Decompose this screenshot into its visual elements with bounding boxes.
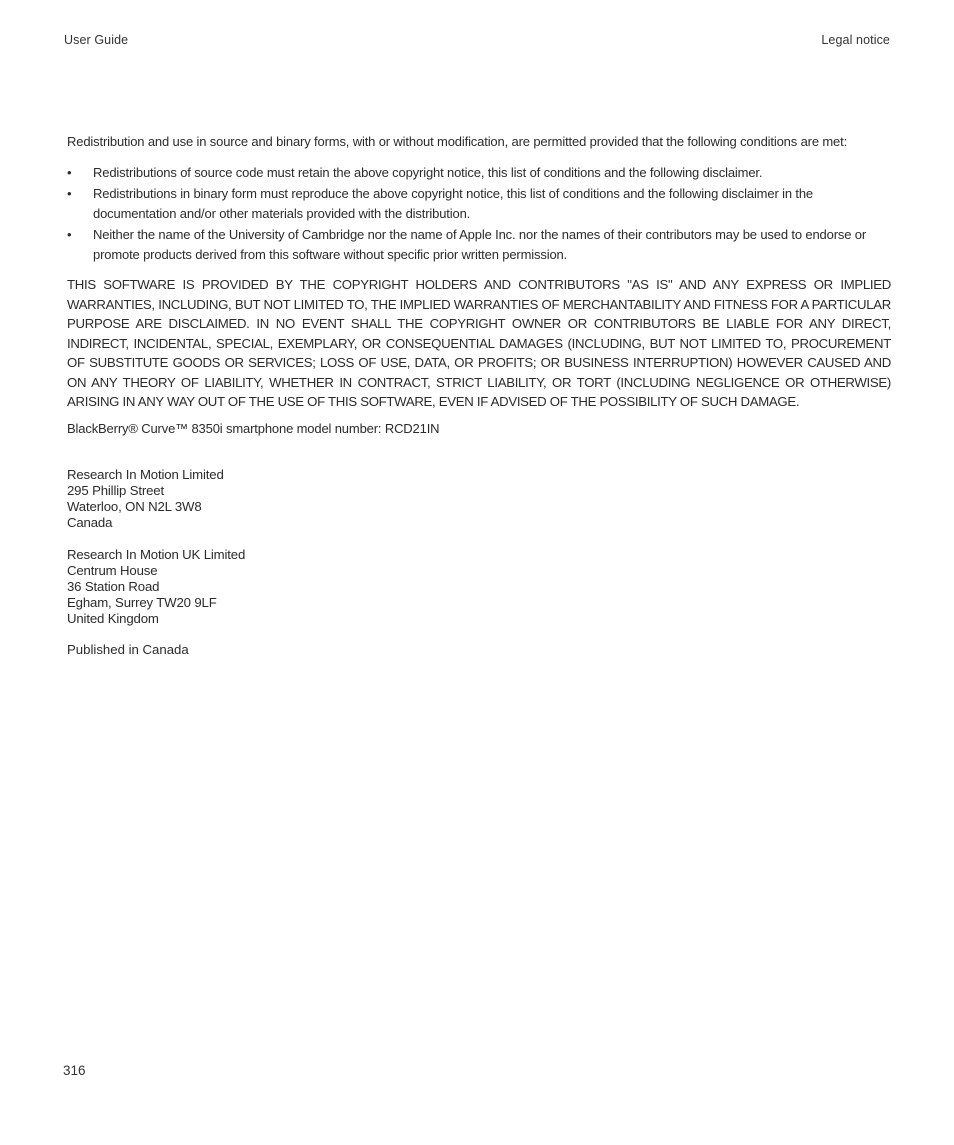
header-section-title: Legal notice — [821, 33, 890, 47]
model-number-line: BlackBerry® Curve™ 8350i smartphone model number: RCD21IN — [67, 421, 440, 436]
address-line: Egham, Surrey TW20 9LF — [67, 595, 217, 610]
intro-paragraph: Redistribution and use in source and binary forms, with or without modification, are permitted provided that the following conditions are met: — [67, 134, 848, 149]
list-item-text: Redistributions in binary form must reproduce the above copyright notice, this list of conditions and the following disclaimer in the documentation and/or other materials provided with the distribution. — [93, 186, 813, 221]
address-line: Research In Motion UK Limited — [67, 547, 246, 562]
bullet-marker: • — [67, 227, 72, 242]
page-number: 316 — [63, 1063, 86, 1078]
warranty-disclaimer: THIS SOFTWARE IS PROVIDED BY THE COPYRIGHT HOLDERS AND CONTRIBUTORS "AS IS" AND ANY EXPRESS OR IMPLIED WARRANTIES, INCLUDING, BUT NOT LIMITED TO, THE IMPLIED WARRANTIES OF MERCHANTABILITY AND FITNESS FOR A PARTICULAR PURPOSE ARE DISCLAIMED. IN NO EVENT SHALL THE COPYRIGHT OWNER OR CONTRIBUTORS BE LIABLE FOR ANY DIRECT, INDIRECT, INCIDENTAL, SPECIAL, EXEMPLARY, OR CONSEQUENTIAL DAMAGES (INCLUDING, BUT NOT LIMITED TO, PROCUREMENT OF SUBSTITUTE GOODS OR SERVICES; LOSS OF USE, DATA, OR PROFITS; OR BUSINESS INTERRUPTION) HOWEVER CAUSED AND ON ANY THEORY OF LIABILITY, WHETHER IN CONTRACT, STRICT LIABILITY, OR TORT (INCLUDING NEGLIGENCE OR OTHERWISE) ARISING IN ANY WAY OUT OF THE USE OF THIS SOFTWARE, EVEN IF ADVISED OF THE POSSIBILITY OF SUCH DAMAGE. — [67, 277, 891, 409]
address-uk — [67, 547, 245, 627]
address-line: Research In Motion Limited — [67, 467, 224, 482]
list-item — [67, 163, 891, 183]
list-item — [67, 225, 891, 265]
address-canada — [67, 467, 224, 531]
bullet-marker: • — [67, 186, 72, 201]
header-guide-title: User Guide — [64, 33, 129, 47]
address-line: United Kingdom — [67, 611, 159, 626]
address-line: Canada — [67, 515, 113, 530]
address-line: 295 Phillip Street — [67, 483, 164, 498]
bullet-marker: • — [67, 165, 72, 180]
list-item-text: Redistributions of source code must retain the above copyright notice, this list of conditions and the following disclaimer. — [93, 165, 763, 180]
list-item — [67, 184, 891, 224]
list-item-text: Neither the name of the University of Cambridge nor the name of Apple Inc. nor the names of their contributors may be used to endorse or promote products derived from this software without specific prior written permission. — [93, 227, 867, 262]
address-line: Centrum House — [67, 563, 158, 578]
address-line: 36 Station Road — [67, 579, 160, 594]
conditions-list — [67, 163, 891, 266]
published-note: Published in Canada — [67, 642, 189, 657]
address-line: Waterloo, ON N2L 3W8 — [67, 499, 202, 514]
